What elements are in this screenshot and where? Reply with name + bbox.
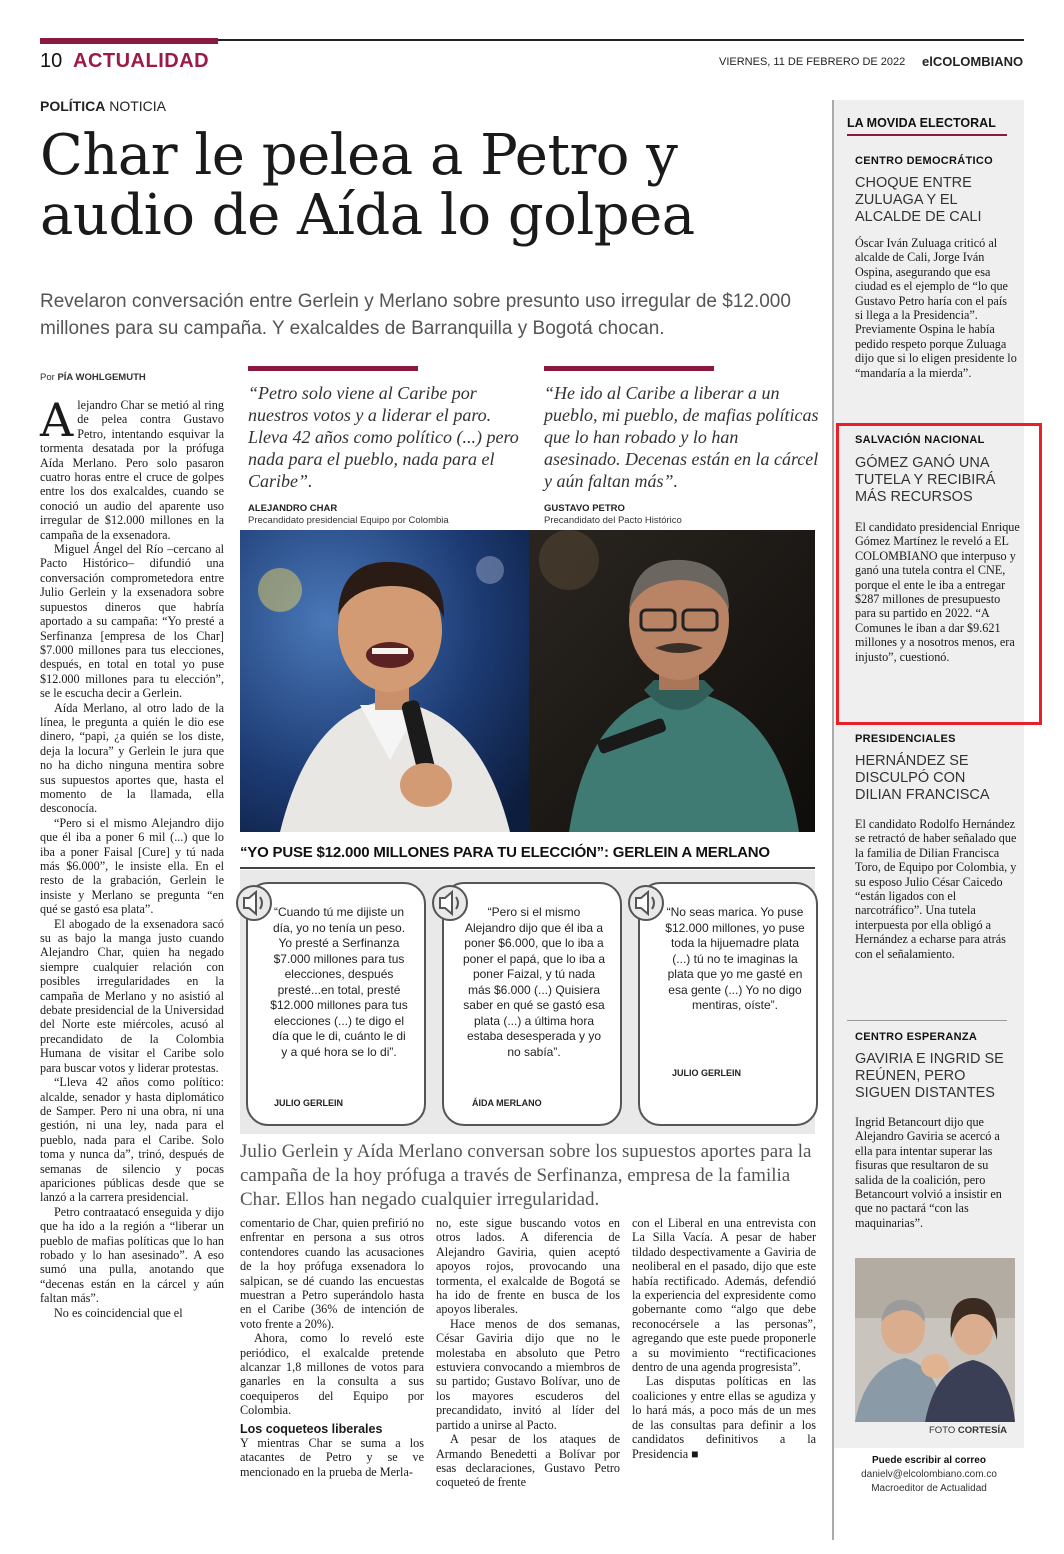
pull-quote-petro: “He ido al Caribe a liberar a un pueblo, mi pueblo, de mafias políticas que lo han robado y lo han asesinado. Decenas están en la cárcel y aún faltan más”. [544, 383, 819, 491]
paragraph: Petro contraatacó enseguida y dijo que ha ido a la región a “liberar un pueblo de mafias políticas que lo han robado y lo han asesinado”. A eso sumó una pulla, anotando que “decenas están en la cárcel y aún faltan más”. [40, 1204, 224, 1306]
headline: Char le pelea a Petro y audio de Aída lo golpea [40, 123, 695, 248]
quote-role-petro: Precandidato del Pacto Histórico [544, 515, 682, 526]
sidebar-item-title: CHOQUE ENTRE ZULUAGA Y EL ALCALDE DE CALI [855, 175, 982, 225]
audio-band-title: “YO PUSE $12.000 MILLONES PARA TU ELECCIÓN”: GERLEIN A MERLANO [240, 844, 770, 861]
paragraph: con el Liberal en una entrevista con La Silla Vacía. A pesar de haber tildado despectivamente a Gaviria de neoliberal en el pasado, dijo que este había rectificado. Además, defendió la experiencia del expresidente como gobernante como “algo que debe reconocérsele a las personas”, agregando que este puede proponerle a su movimiento “rectificaciones dentro de una agenda progresista”. [632, 1216, 816, 1375]
sidebar-item-body: El candidato Rodolfo Hernández se retractó de haber señalado que la familia de Dilian Francisca Toro, de Equipo por Colombia, y su esposo Julio César Caicedo “están ligados con el narcotráfico”. Una tutela interpuesta por ella obligó a Hernández a echarse para atrás con el señalamiento. [855, 817, 1017, 961]
byline-prefix: Por [40, 372, 55, 383]
byline [40, 372, 146, 383]
contact-role: Macroeditor de Actualidad [871, 1483, 987, 1494]
photo-credit [929, 1425, 1007, 1436]
paragraph: Hace menos de dos semanas, César Gaviria dijo que no le molestaba en absoluto que Petro estuviera convocando a miembros de su partido; Gustavo Bolívar, uno de los mayores escuderos del precandidato, invitó al líder del partido a unirse al Pacto. [436, 1316, 620, 1432]
sidebar-item-body: El candidato presidencial Enrique Gómez Martínez le reveló a EL COLOMBIANO que interpuso y ganó una tutela contra el CNE, porque el ente le iba a entregar $287 millones de presupuesto para su partido en 2022. “A Comunes le iban a dar $9.621 millones y a nosotros menos, era injusto”, cuestionó. [855, 520, 1020, 664]
article-column-4 [632, 1216, 816, 1461]
sidebar-item-category: CENTRO DEMOCRÁTICO [855, 155, 994, 167]
paragraph: “Pero si el mismo Alejandro dijo que él iba a poner 6 mil (...) que lo iba a poner Faisal [Cure] y tú nada más $6.000”, le insiste ella. En el resto de la grabación, Gerlein le insiste y Merlano se pregunta “en qué se gastó esa plata”. [40, 815, 224, 917]
sidebar-item-title: GAVIRIA E INGRID SE REÚNEN, PERO SIGUEN DISTANTES [855, 1051, 1004, 1101]
byline-author: PÍA WOHLGEMUTH [57, 372, 146, 383]
audio-quote-speaker: JULIO GERLEIN [274, 1098, 344, 1108]
paragraph: No es coincidencial que el [54, 1305, 183, 1320]
quote-accent-bar [544, 366, 714, 371]
contact-email[interactable]: danielv@elcolombiano.com.co [861, 1469, 997, 1480]
article-column-1 [40, 393, 224, 1320]
paragraph: Y mientras Char se suma a los atacantes de Petro y se ve mencionado en la prueba de Merla- [240, 1435, 424, 1479]
photo-credit-prefix: FOTO [929, 1425, 956, 1436]
paragraph: Alejandro Char se metió al ring de pelea contra Gustavo Petro, intentando esquivar la tormenta desatada por la prófuga Aída Merlano. Pero solo pasaron cuatro horas entre el cruce de golpes entre los dos exalcaldes, cuando se conoció un audio del aparente uso irregular de $12.000 millones en la campaña de la exsenadora. [40, 393, 224, 542]
quote-accent-bar [248, 366, 418, 371]
section-label: ACTUALIDAD [73, 50, 210, 72]
sidebar-divider [847, 1020, 1007, 1021]
audio-quote-text: “Pero si el mismo Alejandro dijo que él iba a poner $6.000, que lo iba a poner el papá, que lo iba a poner Faizal, y tú nada más $6.000 (...) Quisiera saber en qué se gastó esa plata (...) a última hora estaba desesperada y yo no sabía”. [462, 905, 606, 1059]
audio-quote-speaker: JULIO GERLEIN [672, 1068, 742, 1078]
sidebar-rule [832, 100, 834, 1540]
sidebar-header-rule [847, 134, 1007, 136]
subhead-coqueteos: Los coqueteos liberales [240, 1421, 383, 1436]
article-kicker [40, 98, 166, 114]
paragraph: comentario de Char, quien prefirió no enfrentar en persona a sus otros contendores cuando las acusaciones de la hoy prófuga exsenadora lo salpican, se dé cuando las encuestas muestran a Petro superándolo hasta en el Caribe (36% de intención de voto frente a 20%). [240, 1216, 424, 1331]
paragraph: no, este sigue buscando votos en otros lados. A diferencia de Alejandro Gaviria, quien aceptó apoyos rojos, provocando una tormenta, el exalcalde de Bogotá se ha ido de frente en busca de los apoyos liberales. [436, 1216, 620, 1317]
paragraph: A pesar de los ataques de Armando Benedetti a Bolívar por esas declaraciones, Gustavo Petro coqueteó de frente [436, 1432, 620, 1490]
sidebar-header: LA MOVIDA ELECTORAL [847, 116, 996, 130]
paragraph: El abogado de la exsenadora sacó su as bajo la manga justo cuando Alejandro Char, quien ha negado siempre cualquier relación con posibles irregularidades en la campaña de Merlano y no asistió al debate presidencial de la Universidad del Norte este miércoles, acusó al precandidato de la Colombia Humana de visitar el Caribe solo para buscar votos y liderar protestas. [40, 916, 224, 1075]
photo-gaviria-ingrid [855, 1258, 1015, 1422]
paragraph: Miguel Ángel del Río –cercano al Pacto Histórico– difundió una conversación comprometedora entre Julio Gerlein y la exsenadora sobre supuestos dineros que habría aportado a su campaña: “Yo presté a Serfinanza [empresa de los Char] $7.000 millones para tus elecciones, después, en total en total yo puse $12.000 millones para tu elección”, se le escucha decir a Gerlein. [40, 542, 224, 701]
speaker-icon [236, 884, 272, 922]
quote-name-char: ALEJANDRO CHAR [248, 503, 338, 514]
paragraph: Aída Merlano, al otro lado de la línea, le pregunta a quién le dio ese dinero, “papi, ¿a quién se los diste, deja la locura” y Gerlein le jura que no ha dicho ninguna mentira sobre sus supuestos aportes que, hasta el momento de la llamada, ella desconocía. [40, 700, 224, 816]
speaker-icon [628, 884, 664, 922]
page-number: 10 [40, 50, 63, 72]
audio-quote-text: “No seas marica. Yo puse $12.000 millones, yo puse toda la hijuemadre plata (...) tú no te imaginas la plata que yo me gasté en esa gente (...) Yo no digo mentiras, oíste”. [665, 905, 805, 1012]
photo-alejandro-char [240, 530, 529, 832]
sidebar-item-category: CENTRO ESPERANZA [855, 1031, 978, 1043]
masthead-logo: elCOLOMBIANO [922, 54, 1024, 69]
quote-role-char: Precandidato presidencial Equipo por Colombia [248, 515, 449, 526]
article-column-3 [436, 1216, 620, 1490]
drop-cap: A [40, 393, 74, 447]
audio-quote-text: “Cuando tú me dijiste un día, yo no tenía un peso. Yo presté a Serfinanza $7.000 millones para tus elecciones, después presté...en total, presté $12.000 millones para tus elecciones (...) te digo el día que le di, cuánto le di y a qué hora se lo di”. [270, 905, 408, 1059]
issue-date: VIERNES, 11 DE FEBRERO DE 2022 [719, 56, 906, 68]
contact-title: Puede escribir al correo [872, 1455, 986, 1466]
kicker-category: POLÍTICA [40, 98, 106, 114]
audio-band-rule [240, 867, 815, 869]
top-rule-accent [40, 38, 218, 44]
sidebar-item-body: Óscar Iván Zuluaga criticó al alcalde de Cali, Jorge Iván Ospina, asegurando que esa ciudad es el ejemplo de “lo que Gustavo Petro haría con el país si llega a la Presidencia”. Previamente Ospina le había pedido respeto porque Zuluaga dijo que si lo eligen presidente lo “mandaría a la mierda”. [855, 236, 1017, 380]
sidebar-item-body: Ingrid Betancourt dijo que Alejandro Gaviria se acercó a ella para intentar superar las fisuras que resultaron de su salida de la coalición, pero Betancourt volvió a insistir en que no pactará “con las maquinarias”. [855, 1115, 1002, 1230]
paragraph: “Lleva 42 años como político: alcalde, senador y hasta diplomático de Samper. Pero ni una obra, ni una gestión, ni una ley, nada para el pueblo, nada para el Caribe. Solo toma y nunca da”, trinó, después de semanas de silencio y pocas apariciones públicas desde que se lanzó a la carrera presidencial. [40, 1075, 224, 1205]
paragraph: Ahora, como lo reveló este periódico, el exalcalde pretende alcanzar 1,8 millones de votos para ganarles en la consulta a sus coequiperos del Equipo por Colombia. [240, 1331, 424, 1418]
photo-credit-source: CORTESÍA [957, 1425, 1007, 1436]
sidebar-item-title: GÓMEZ GANÓ UNA TUTELA Y RECIBIRÁ MÁS RECURSOS [855, 455, 996, 505]
audio-quote-speaker: ÁIDA MERLANO [472, 1098, 542, 1108]
quote-name-petro: GUSTAVO PETRO [544, 503, 625, 514]
kicker-type: NOTICIA [109, 98, 167, 114]
article-column-2 [240, 1216, 424, 1479]
sidebar-item-title: HERNÁNDEZ SE DISCULPÓ CON DILIAN FRANCISCA [855, 753, 990, 803]
pull-quote-char: “Petro solo viene al Caribe por nuestros votos y a liderar el paro. Lleva 42 años como político (...) pero nada para el pueblo, nada para el Caribe”. [248, 383, 519, 491]
contact-box [834, 1454, 1024, 1496]
article-deck: Revelaron conversación entre Gerlein y Merlano sobre presunto uso irregular de $12.000 millones para su campaña. Y exalcaldes de Barranquilla y Bogotá chocan. [40, 291, 791, 339]
sidebar-item-category: SALVACIÓN NACIONAL [855, 434, 985, 446]
paragraph: Las disputas políticas en las coaliciones y entre ellas se agudiza y lo hará más, a poco más de un mes de las consultas para definir a los candidatos definitivos a la Presidencia ■ [632, 1374, 816, 1461]
sidebar-item-category: PRESIDENCIALES [855, 733, 956, 745]
photo-gustavo-petro [529, 530, 815, 832]
audio-band-caption: Julio Gerlein y Aída Merlano conversan sobre los supuestos aportes para la campaña de la hoy prófuga a través de Serfinanza, empresa de la familia Char. Ellos han negado cualquier irregularidad. [240, 1141, 812, 1210]
